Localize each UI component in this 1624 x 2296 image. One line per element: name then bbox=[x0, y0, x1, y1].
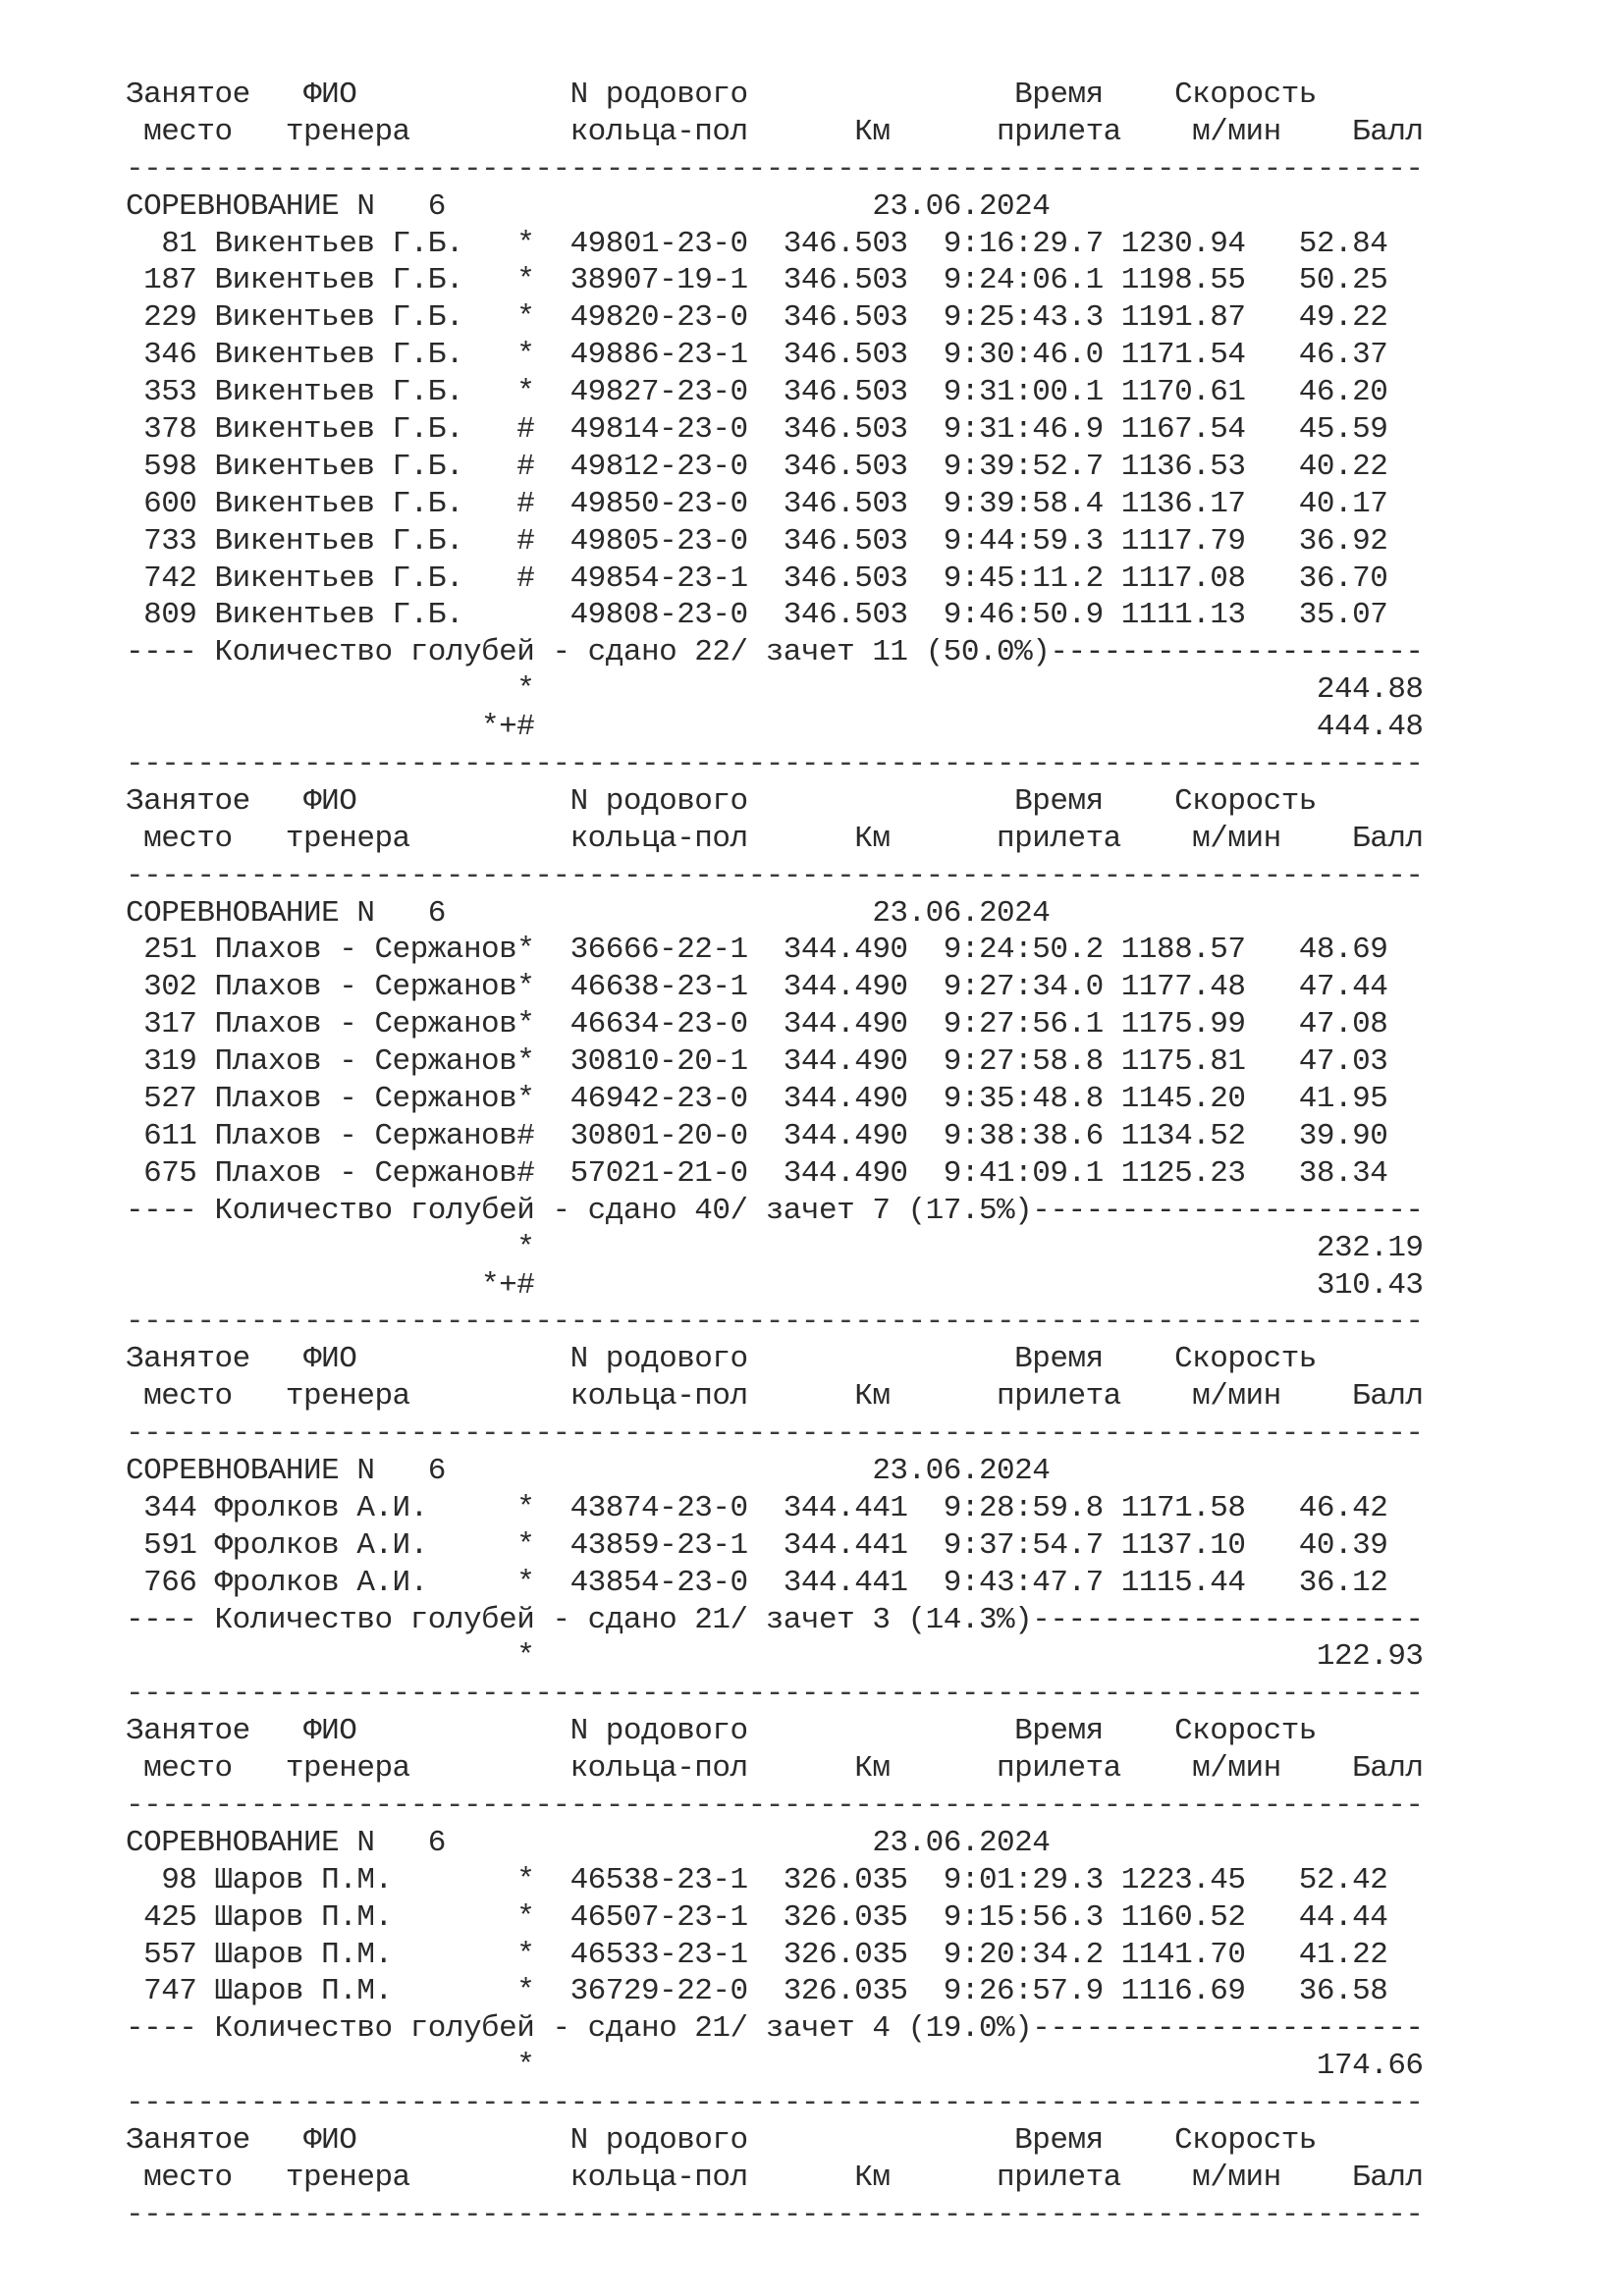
summary-line: ---- Количество голубей - сдано 22/ зачет 11 (50.0%)--------------------- bbox=[126, 635, 1424, 670]
table-header-line2: место тренера кольца-пол Км прилета м/мин Балл bbox=[126, 821, 1424, 856]
table-header-line2: место тренера кольца-пол Км прилета м/мин Балл bbox=[126, 1751, 1424, 1787]
table-row: 809 Викентьев Г.Б. 49808-23-0 346.503 9:46:50.9 1111.13 35.07 bbox=[126, 598, 1388, 633]
table-header-line1: Занятое ФИО N родового Время Скорость bbox=[126, 1714, 1317, 1749]
total-line: * 244.88 bbox=[126, 672, 1424, 708]
separator-line: ------------------------------------------------------------------------- bbox=[126, 1416, 1424, 1452]
table-header-line1: Занятое ФИО N родового Время Скорость bbox=[126, 78, 1317, 112]
table-row: 598 Викентьев Г.Б. # 49812-23-0 346.503 9:39:52.7 1136.53 40.22 bbox=[126, 449, 1388, 484]
summary-line: ---- Количество голубей - сдано 21/ зачет 4 (19.0%)---------------------- bbox=[126, 2011, 1424, 2047]
separator-line: ------------------------------------------------------------------------- bbox=[126, 1305, 1424, 1340]
table-header-line2: место тренера кольца-пол Км прилета м/мин Балл bbox=[126, 1379, 1424, 1415]
total-line: * 174.66 bbox=[126, 2049, 1424, 2084]
competition-line: СОРЕВНОВАНИЕ N 6 23.06.2024 bbox=[126, 895, 1051, 931]
table-row: 251 Плахов - Сержанов* 36666-22-1 344.490 9:24:50.2 1188.57 48.69 bbox=[126, 933, 1388, 968]
summary-line: ---- Количество голубей - сдано 21/ зачет 3 (14.3%)---------------------- bbox=[126, 1602, 1424, 1637]
table-row: 378 Викентьев Г.Б. # 49814-23-0 346.503 9:31:46.9 1167.54 45.59 bbox=[126, 412, 1388, 448]
table-header-line2: место тренера кольца-пол Км прилета м/мин Балл bbox=[126, 2160, 1424, 2195]
table-row: 611 Плахов - Сержанов# 30801-20-0 344.490 9:38:38.6 1134.52 39.90 bbox=[126, 1118, 1388, 1153]
table-row: 591 Фролков А.И. * 43859-23-1 344.441 9:37:54.7 1137.10 40.39 bbox=[126, 1527, 1388, 1563]
table-row: 229 Викентьев Г.Б. * 49820-23-0 346.503 9:25:43.3 1191.87 49.22 bbox=[126, 300, 1388, 336]
table-row: 557 Шаров П.М. * 46533-23-1 326.035 9:20:34.2 1141.70 41.22 bbox=[126, 1937, 1388, 1972]
separator-line: ------------------------------------------------------------------------- bbox=[126, 1677, 1424, 1712]
separator-line: ------------------------------------------------------------------------- bbox=[126, 747, 1424, 782]
table-row: 98 Шаров П.М. * 46538-23-1 326.035 9:01:29.3 1223.45 52.42 bbox=[126, 1862, 1388, 1897]
table-header-line1: Занятое ФИО N родового Время Скорость bbox=[126, 2122, 1317, 2158]
table-row: 675 Плахов - Сержанов# 57021-21-0 344.490 9:41:09.1 1125.23 38.34 bbox=[126, 1155, 1388, 1191]
results-report bbox=[126, 77, 1559, 2234]
competition-line: СОРЕВНОВАНИЕ N 6 23.06.2024 bbox=[126, 1825, 1051, 1860]
table-row: 81 Викентьев Г.Б. * 49801-23-0 346.503 9:16:29.7 1230.94 52.84 bbox=[126, 226, 1388, 261]
table-row: 317 Плахов - Сержанов* 46634-23-0 344.490 9:27:56.1 1175.99 47.08 bbox=[126, 1007, 1388, 1042]
total-line: * 232.19 bbox=[126, 1230, 1424, 1265]
separator-line: ------------------------------------------------------------------------- bbox=[126, 151, 1424, 187]
table-row: 187 Викентьев Г.Б. * 38907-19-1 346.503 9:24:06.1 1198.55 50.25 bbox=[126, 263, 1388, 298]
table-row: 353 Викентьев Г.Б. * 49827-23-0 346.503 9:31:00.1 1170.61 46.20 bbox=[126, 375, 1388, 410]
competition-line: СОРЕВНОВАНИЕ N 6 23.06.2024 bbox=[126, 188, 1051, 224]
table-row: 302 Плахов - Сержанов* 46638-23-1 344.490 9:27:34.0 1177.48 47.44 bbox=[126, 970, 1388, 1005]
table-row: 766 Фролков А.И. * 43854-23-0 344.441 9:43:47.7 1115.44 36.12 bbox=[126, 1565, 1388, 1600]
table-header-line2: место тренера кольца-пол Км прилета м/мин Балл bbox=[126, 114, 1424, 149]
table-row: 747 Шаров П.М. * 36729-22-0 326.035 9:26:57.9 1116.69 36.58 bbox=[126, 1974, 1388, 2009]
separator-line: ------------------------------------------------------------------------- bbox=[126, 1788, 1424, 1823]
total-line: * 122.93 bbox=[126, 1639, 1424, 1675]
table-row: 319 Плахов - Сержанов* 30810-20-1 344.490 9:27:58.8 1175.81 47.03 bbox=[126, 1044, 1388, 1080]
table-header-line1: Занятое ФИО N родового Время Скорость bbox=[126, 783, 1317, 819]
total-line: *+# 310.43 bbox=[126, 1267, 1424, 1303]
separator-line: ------------------------------------------------------------------------- bbox=[126, 2086, 1424, 2121]
separator-line: ------------------------------------------------------------------------- bbox=[126, 2197, 1424, 2232]
separator-line: ------------------------------------------------------------------------- bbox=[126, 858, 1424, 893]
table-row: 742 Викентьев Г.Б. # 49854-23-1 346.503 9:45:11.2 1117.08 36.70 bbox=[126, 561, 1388, 596]
table-row: 425 Шаров П.М. * 46507-23-1 326.035 9:15:56.3 1160.52 44.44 bbox=[126, 1899, 1388, 1935]
table-row: 600 Викентьев Г.Б. # 49850-23-0 346.503 9:39:58.4 1136.17 40.17 bbox=[126, 486, 1388, 521]
table-row: 733 Викентьев Г.Б. # 49805-23-0 346.503 9:44:59.3 1117.79 36.92 bbox=[126, 523, 1388, 559]
summary-line: ---- Количество голубей - сдано 40/ зачет 7 (17.5%)---------------------- bbox=[126, 1193, 1424, 1228]
table-header-line1: Занятое ФИО N родового Время Скорость bbox=[126, 1342, 1317, 1377]
table-row: 527 Плахов - Сержанов* 46942-23-0 344.490 9:35:48.8 1145.20 41.95 bbox=[126, 1082, 1388, 1117]
competition-line: СОРЕВНОВАНИЕ N 6 23.06.2024 bbox=[126, 1453, 1051, 1488]
table-row: 344 Фролков А.И. * 43874-23-0 344.441 9:28:59.8 1171.58 46.42 bbox=[126, 1490, 1388, 1525]
table-row: 346 Викентьев Г.Б. * 49886-23-1 346.503 9:30:46.0 1171.54 46.37 bbox=[126, 338, 1388, 373]
total-line: *+# 444.48 bbox=[126, 710, 1424, 745]
